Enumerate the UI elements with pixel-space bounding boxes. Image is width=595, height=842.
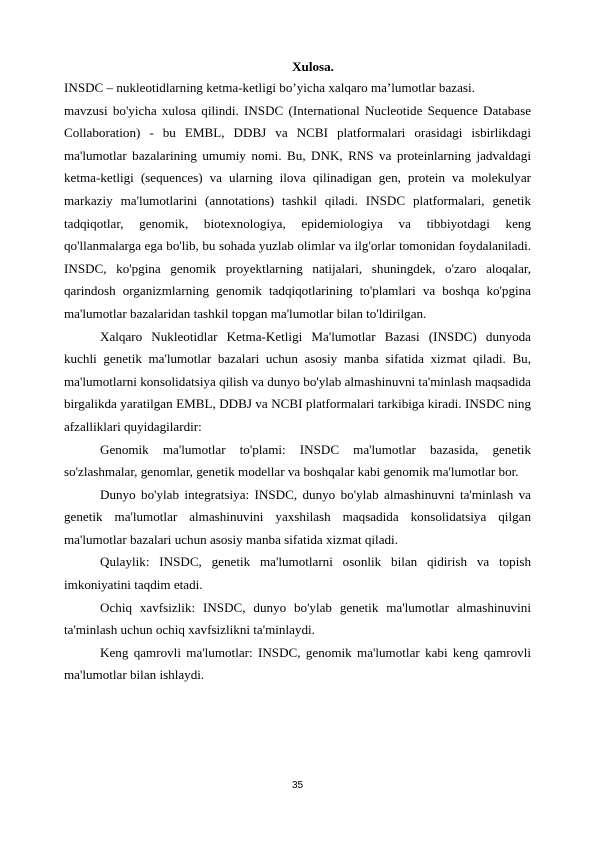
page-number: 35 [291,780,304,791]
paragraph-convenience: Qulaylik: INSDC, genetik ma'lumotlarni osonlik bilan qidirish va topish imkoniyatini taqdim etadi. [64,554,531,593]
paragraph-genomic-data: Genomik ma'lumotlar to'plami: INSDC ma'lumotlar bazasida, genetik so'zlashmalar, genomlar, genetik modellar va boshqalar kabi genomik ma'lumotlar bor. [64,441,531,480]
paragraph-comprehensive-data: Keng qamrovli ma'lumotlar: INSDC, genomik ma'lumotlar kabi keng qamrovli ma'lumotlar bilan ishlaydi. [64,644,531,683]
section-title: Xulosa. [292,59,334,74]
paragraph-summary: mavzusi bo'yicha xulosa qilindi. INSDC (International Nucleotide Sequence Database Collaboration) - bu EMBL, DDBJ va NCBI platformalari orasidagi isbirlikdagi ma'lumotlar bazalarining umumiy nomi. Bu, DNK, RNS va proteinlarning jadvaldagi ketma-ketligi (sequences) va ularning ilova qilinadigan gen, protein va molekulyar markaziy ma'lumotlarini (annotations) tashkil qiladi. INSDC platformalari, genetik tadqiqotlar, genomik, biotexnologiya, epidemiologiya va tibbiyotdagi keng qo'llanmalarga ega bo'lib, bu sohada yuzlab olimlar va ilg'orlar tomonidan foydalaniladi. INSDC, ko'pgina genomik proyektlarning natijalari, shuningdek, o'zaro aloqalar, qarindosh organizmlarning genomik tadqiqotlarining to'plamlari va boshqa ko'pgina ma'lumotlar bazalaridan tashkil topgan ma'lumotlar bilan to'ldirilgan. [64,102,531,321]
paragraph-open-security: Ochiq xavfsizlik: INSDC, dunyo bo'ylab genetik ma'lumotlar almashinuvini ta'minlash uchun ochiq xavfsizlikni ta'minlaydi. [64,599,531,638]
subtitle-line: INSDC – nukleotidlarning ketma-ketligi bo’yicha xalqaro ma’lumotlar bazasi. [64,80,475,95]
paragraph-insdc-overview: Xalqaro Nukleotidlar Ketma-Ketligi Ma'lumotlar Bazasi (INSDC) dunyoda kuchli genetik ma'lumotlar bazalari uchun asosiy manba sifatida xizmat qiladi. Bu, ma'lumotlarni konsolidatsiya qilish va dunyo bo'ylab almashinuvni ta'minlash maqsadida birgalikda yaratilgan EMBL, DDBJ va NCBI platformalari tarkibiga kiradi. INSDC ning afzalliklari quyidagilardir: [64,328,531,434]
paragraph-global-integration: Dunyo bo'ylab integratsiya: INSDC, dunyo bo'ylab almashinuvni ta'minlash va genetik ma'lumotlar almashinuvini yaxshilash maqsadida konsolidatsiya qilgan ma'lumotlar bazalari uchun asosiy manba sifatida xizmat qiladi. [64,486,531,547]
document-page [64,57,531,687]
